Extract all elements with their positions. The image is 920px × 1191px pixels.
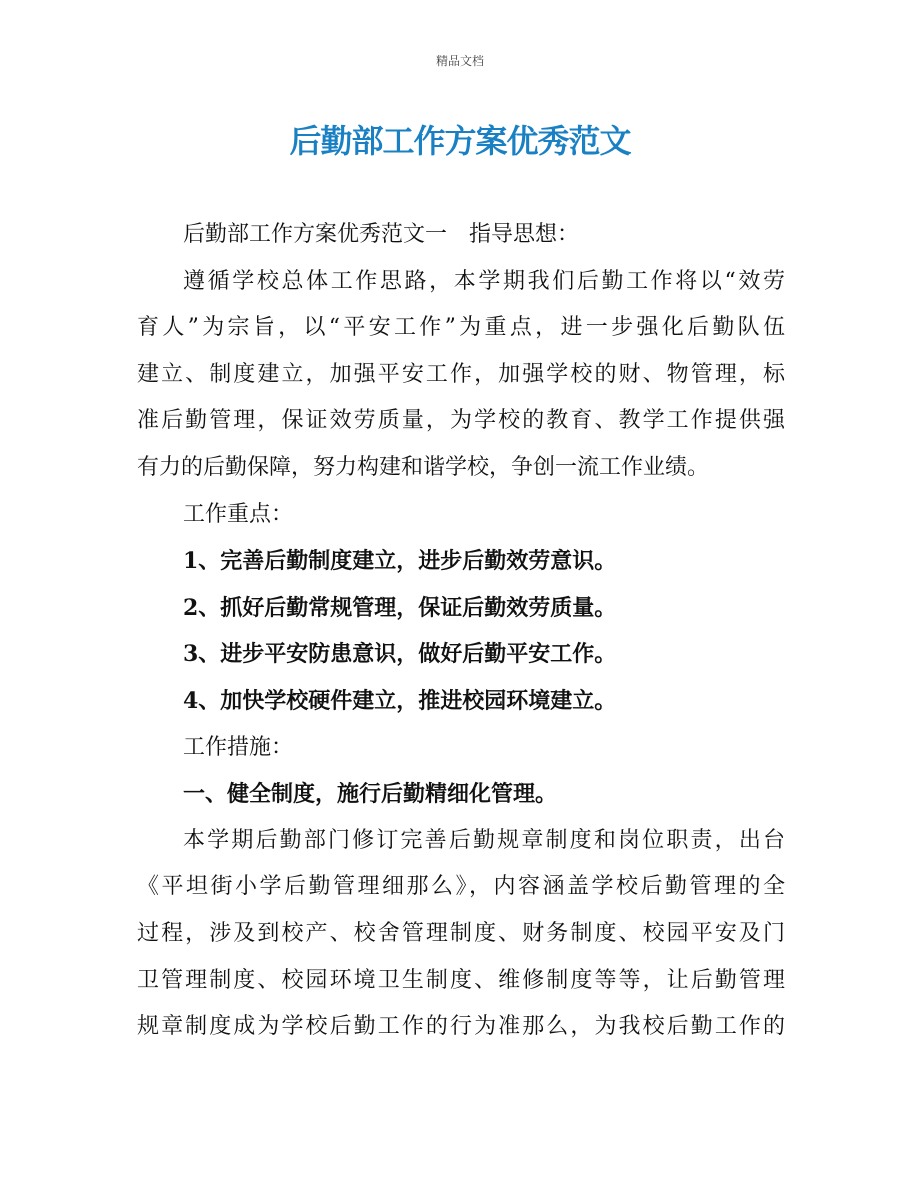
section-heading-line: 一、健全制度，施行后勤精细化管理。	[183, 781, 558, 808]
section-heading-line: 3、进步平安防患意识，做好后勤平安工作。	[183, 641, 617, 668]
page-header: 精品文档	[435, 54, 484, 68]
document-body	[137, 212, 785, 1051]
text-line: 有力的后勤保障，努力构建和谐学校，争创一流工作业绩。	[137, 454, 710, 480]
text-line: 过程，涉及到校产、校舍管理制度、财务制度、校园平安及门	[137, 920, 785, 946]
text-line: 育人”为宗旨，以“平安工作”为重点，进一步强化后勤队伍	[137, 315, 785, 341]
text-line: 准后勤管理，保证效劳质量，为学校的教育、教学工作提供强	[137, 408, 785, 434]
text-line: 工作重点：	[183, 501, 294, 527]
text-line: 规章制度成为学校后勤工作的行为准那么，为我校后勤工作的	[137, 1014, 785, 1040]
section-heading-line: 2、抓好后勤常规管理，保证后勤效劳质量。	[183, 594, 617, 621]
text-line: 工作措施：	[183, 734, 294, 760]
section-heading-line: 4、加快学校硬件建立，推进校园环境建立。	[183, 687, 617, 714]
text-line: 遵循学校总体工作思路，本学期我们后勤工作将以“效劳	[183, 268, 785, 294]
document-title: 后勤部工作方案优秀范文	[289, 122, 631, 160]
text-line: 本学期后勤部门修订完善后勤规章制度和岗位职责，出台	[183, 827, 785, 853]
text-line: 建立、制度建立，加强平安工作，加强学校的财、物管理，标	[137, 361, 785, 387]
section-heading-line: 1、完善后勤制度建立，进步后勤效劳意识。	[183, 548, 617, 575]
text-line: 《平坦街小学后勤管理细那么》，内容涵盖学校后勤管理的全	[137, 874, 785, 900]
text-line: 卫管理制度、校园环境卫生制度、维修制度等等，让后勤管理	[137, 967, 785, 993]
text-line: 后勤部工作方案优秀范文一 指导思想：	[183, 222, 580, 247]
